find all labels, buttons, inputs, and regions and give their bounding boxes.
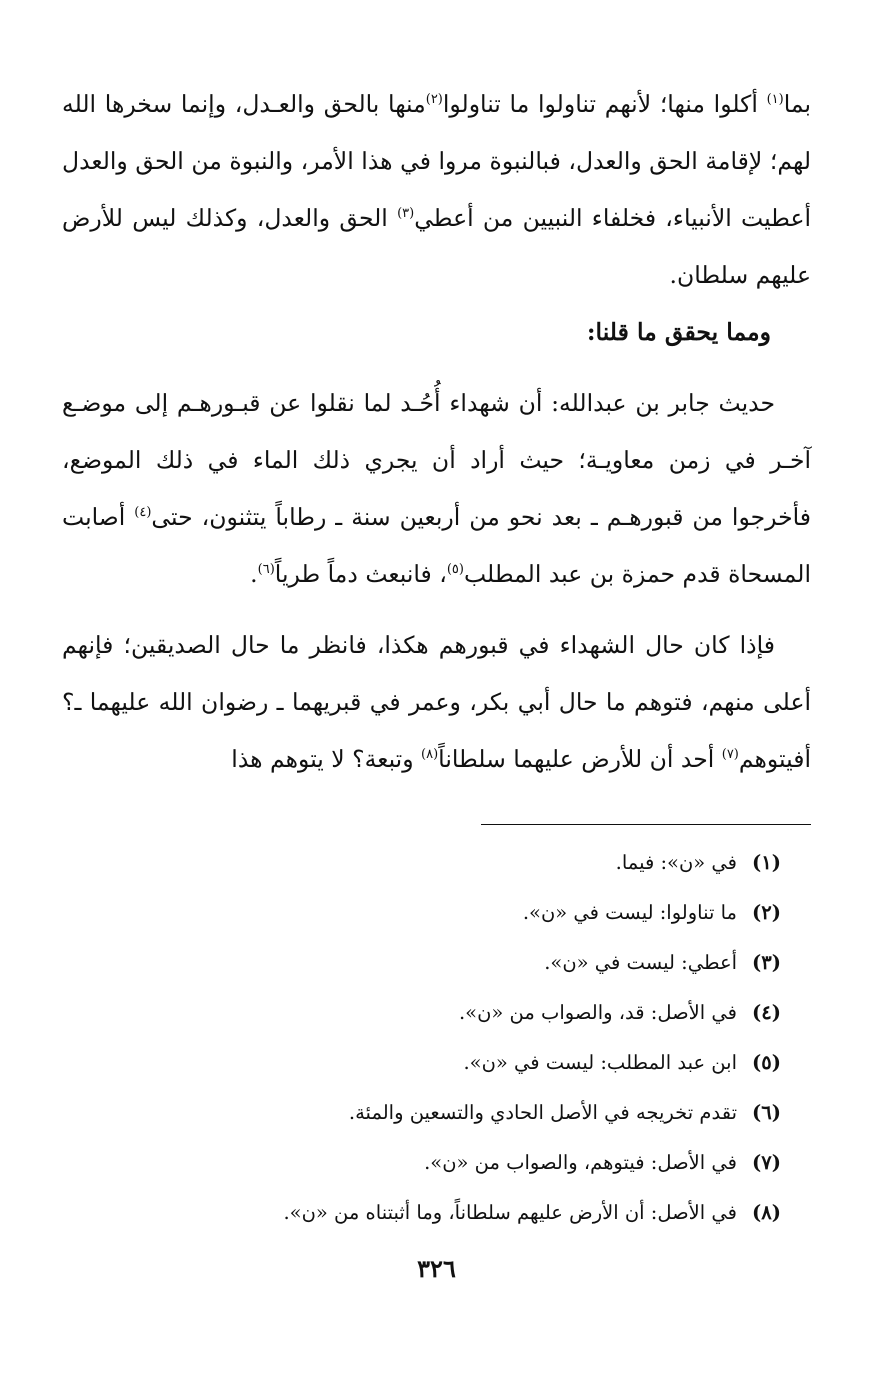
footnote-number: (٢)	[752, 901, 781, 924]
footnote-item	[62, 1038, 781, 1088]
footnote-item	[62, 988, 781, 1038]
paragraph-1	[62, 76, 811, 304]
footnote-item	[62, 1188, 781, 1238]
footnote-text: في «ن»: فيما.	[615, 851, 737, 874]
footnote-divider	[481, 824, 811, 825]
footnote-item	[62, 838, 781, 888]
footnotes-list	[62, 838, 781, 1238]
paragraph-2-text-c: ، فانبعث دماً طرياً	[274, 560, 447, 588]
footnote-ref-6: (٦)	[257, 562, 275, 578]
paragraph-3-text-b: أحد أن للأرض عليهما سلطاناً	[438, 745, 722, 773]
footnote-ref-7: (٧)	[721, 747, 739, 763]
paragraph-2-text-a: حديث جابر بن عبدالله: أن شهداء أُحُـد لما نقلوا عن قبـورهـم إلى موضـع آخـر في زمن معاويـة؛ حيث أراد أن يجري ذلك الماء في ذلك الموضع، فأخرجوا من قبورهـم ـ بعد نحو من أربعين سنة ـ رطاباً يتثنون، حتى	[62, 389, 811, 531]
paragraph-1-text-a: بما	[783, 90, 811, 118]
paragraph-2-text-d: .	[250, 560, 258, 588]
footnote-number: (٨)	[752, 1201, 781, 1224]
footnote-number: (١)	[752, 851, 781, 874]
footnote-item	[62, 1138, 781, 1188]
footnote-number: (٤)	[752, 1001, 781, 1024]
main-text	[62, 76, 811, 788]
footnote-text: في الأصل: أن الأرض عليهم سلطاناً، وما أثبتناه من «ن».	[283, 1201, 737, 1224]
footnote-ref-4: (٤)	[134, 505, 152, 521]
footnote-text: في الأصل: فيتوهم، والصواب من «ن».	[424, 1151, 737, 1174]
footnote-number: (٧)	[752, 1151, 781, 1174]
section-heading: ومما يحقق ما قلنا:	[586, 318, 771, 346]
footnote-ref-3: (٣)	[397, 206, 415, 222]
footnote-ref-8: (٨)	[421, 747, 439, 763]
footnote-text: أعطي: ليست في «ن».	[544, 951, 737, 974]
footnote-ref-2: (٢)	[425, 92, 443, 108]
footnote-text: في الأصل: قد، والصواب من «ن».	[458, 1001, 737, 1024]
footnote-text: ما تناولوا: ليست في «ن».	[522, 901, 737, 924]
paragraph-1-text-d: الحق والعدل، وكذلك ليس للأرض عليهم سلطان.	[62, 204, 811, 289]
footnote-ref-1: (١)	[766, 92, 784, 108]
page-number: ٣٢٦	[417, 1254, 456, 1283]
footnote-text: ابن عبد المطلب: ليست في «ن».	[463, 1051, 737, 1074]
paragraph-3-text-c: وتبعة؟ لا يتوهم هذا	[231, 745, 422, 773]
footnote-item	[62, 938, 781, 988]
paragraph-1-text-c: منها بالحق والعـدل، وإنما سخرها الله لهم؛ لإقامة الحق والعدل، فبالنبوة مروا في هذا الأمر، والنبوة من الحق والعدل أعطيت الأنبياء، فخلفاء النبيين من أعطي	[62, 90, 811, 232]
footnote-item	[62, 888, 781, 938]
footnote-text: تقدم تخريجه في الأصل الحادي والتسعين والمئة.	[348, 1101, 737, 1124]
paragraph-3-text-a: فإذا كان حال الشهداء في قبورهم هكذا، فانظر ما حال الصديقين؛ فإنهم أعلى منهم، فتوهم ما حال أبي بكر، وعمر في قبريهما ـ رضوان الله عليهما ـ؟ أفيتوهم	[62, 631, 811, 773]
footnote-ref-5: (٥)	[446, 562, 464, 578]
paragraph-2-text-b: أصابت المسحاة قدم حمزة بن عبد المطلب	[62, 503, 811, 588]
paragraph-2	[62, 375, 811, 603]
paragraph-1-text-b: أكلوا منها؛ لأنهم تناولوا ما تناولوا	[442, 90, 767, 118]
footnote-item	[62, 1088, 781, 1138]
paragraph-3	[62, 617, 811, 788]
footnote-number: (٥)	[752, 1051, 781, 1074]
footnote-number: (٦)	[752, 1101, 781, 1124]
footnote-number: (٣)	[752, 951, 781, 974]
